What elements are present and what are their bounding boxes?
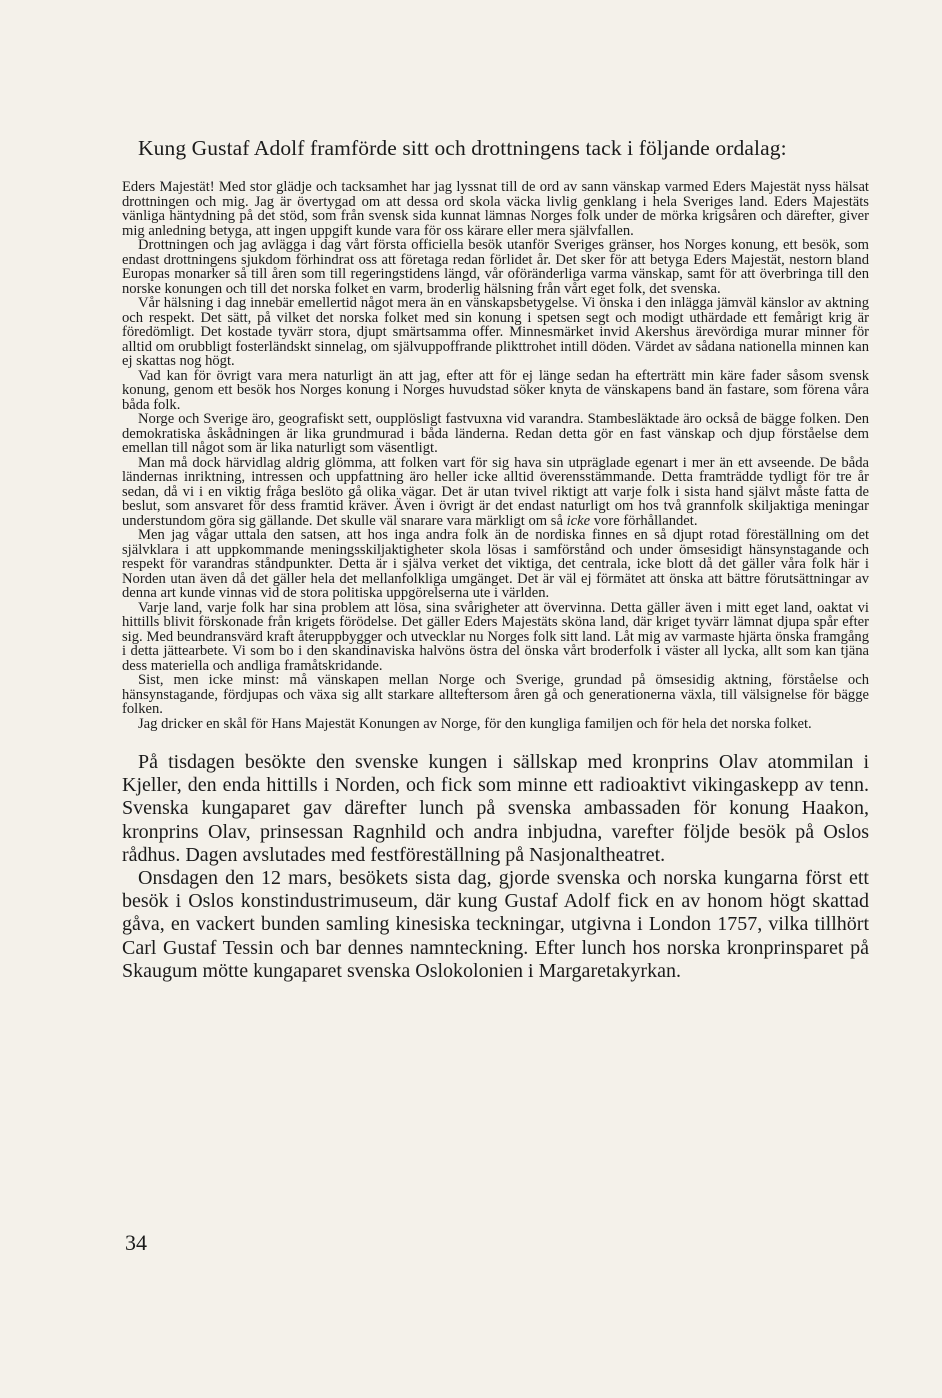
speech-paragraph-tail: vore förhållandet. <box>590 512 698 529</box>
speech-paragraph: Vår hälsning i dag innebär emellertid något mera än en vänskapsbetygelse. Vi önska i den inlägga jämväl känslor av aktning och respekt. Det sätt, på vilket det norska folket med sin konung i spetsen segt och modigt uthärdade ett femårigt krig är föredömligt. Det kostade tyvärr stora, djupt smärtsamma offer. Minnesmärket invid Akershus ärevördiga murar minner för alltid om orubbligt fosterländskt sinnelag, om självuppoffrande plikttrohet intill döden. Värdet av sådana nationella minnen kan ej skattas nog högt. <box>122 295 869 369</box>
page-content <box>122 135 869 983</box>
body-paragraph: Onsdagen den 12 mars, besökets sista dag, gjorde svenska och norska kungarna först ett besök i Oslos konstindustrimuseum, där kung Gustaf Adolf fick en av honom högt skattad gåva, en vackert bunden samling kinesiska teckningar, utgivna i London 1757, vilka tillhört Carl Gustaf Tessin och bar dennes namnteckning. Efter lunch hos norska kronprinsparet på Skaugum mötte kungaparet svenska Oslokolonien i Margaretakyrkan. <box>122 867 869 982</box>
body-text <box>122 751 869 983</box>
speech-paragraph: Men jag vågar uttala den satsen, att hos inga andra folk än de nordiska finnes en så djupt rotad föreställning om det självklara i att uppkommande meningsskiljaktigheter skola lösas i samförstånd och under ömsesidigt hänsynstagande och respekt för varandras ståndpunkter. Detta är i själva verket det viktiga, det centrala, icke blott då det gäller våra folk här i Norden utan även då det gäller hela det mellanfolkliga umgänget. Det är väl ej förmätet att önska att bättre förutsättningar av denna art kunde vinnas vid de stora politiska uppgörelserna ute i världen. <box>122 527 869 601</box>
speech-paragraph: Norge och Sverige äro, geografiskt sett, oupplösligt fastvuxna vid varandra. Stambesläktade äro också de bägge folken. Den demokratiska åskådningen är lika grundmurad i båda länderna. Redan detta gör en fast vänskap och djup förståelse dem emellan till något som är lika naturligt som väsentligt. <box>122 411 869 456</box>
speech-text <box>122 180 869 731</box>
speech-paragraph <box>122 456 869 529</box>
page-number: 34 <box>125 1230 147 1255</box>
speech-paragraph: Jag dricker en skål för Hans Majestät Konungen av Norge, för den kungliga familjen och för hela det norska folket. <box>138 715 812 732</box>
speech-paragraph: Drottningen och jag avlägga i dag vårt första officiella besök utanför Sveriges gränser, hos Norges konung, ett besök, som endast drottningens sjukdom förhindrat oss att företaga redan förlidet år. Det sker för att betyga Eders Majestät, nestorn bland Europas monarker så till åren som till regeringstidens längd, vår oföränderliga varma vänskap, samt för att överbringa till den norske konungen och till det norska folket en varm, broderlig hälsning från vårt eget folk, det svenska. <box>122 237 869 297</box>
page-heading: Kung Gustaf Adolf framförde sitt och drottningens tack i följande ordalag: <box>138 136 787 160</box>
speech-paragraph: Eders Majestät! Med stor glädje och tacksamhet har jag lyssnat till de ord av sann vänskap varmed Eders Majestät nyss hälsat drottningen och mig. Jag är övertygad om att dessa ord skola väcka livlig genklang i hela Sveriges land. Eders Majestäts vänliga häntydning på det stöd, som från svensk sida kunnat lämnas Norges folk under de mörka krigsåren och därefter, giver mig anledning betyga, att ingen uppgift kunde vara för oss kärare eller mera självfallen. <box>122 179 869 239</box>
speech-paragraph: Varje land, varje folk har sina problem att lösa, sina svårigheter att övervinna. Detta gäller även i mitt eget land, oaktat vi hittills blivit förskonade från krigets förödelse. Det gäller Eders Majestäts sköna land, där kriget tyvärr lämnat djupa spår efter sig. Med beundransvärd kraft återuppbygger och utvecklar nu Norges folk sitt land. Låt mig av varmaste hjärta önska framgång i detta jättearbete. Vi som bo i den skandinaviska halvöns östra del önska vårt broderfolk i väster all lycka, allt som kan tjäna dess materiella och andliga framåtskridande. <box>122 599 869 674</box>
speech-paragraph: Sist, men icke minst: må vänskapen mellan Norge och Sverige, grundad på ömsesidig aktning, förståelse och hänsynstagande, fördjupas och växa sig allt starkare allteftersom åren gå och generationerna växla, till välsignelse för bägge folken. <box>122 672 869 717</box>
speech-paragraph: Vad kan för övrigt vara mera naturligt än att jag, efter att för ej länge sedan ha efterträtt min käre fader såsom svensk konung, genom ett besök hos Norges konung i Norges huvudstad söker knyta de vänskapens band än fastare, som förena våra båda folk. <box>122 367 869 413</box>
italic-word: icke <box>566 512 591 529</box>
speech-paragraph-text: Man må dock härvidlag aldrig glömma, att folken vart för sig hava sin utpräglade egenart i mer än ett avseende. De båda ländernas inriktning, intressen och uppfattning äro heller icke alltid överensstämmande. Detta framträdde tydligt för tre år sedan, då vi i en viktig fråga beslöto gå olika vägar. Det är utan tvivel riktigt att varje folk i sista hand självt måste fatta de beslut, som ansvaret för dess framtid kräver. Även i övrigt är det endast naturligt om hos två grannfolk skiljaktiga meningar understundom göra sig gällande. Det skulle väl snarare vara märkligt om så <box>122 454 869 529</box>
body-paragraph: På tisdagen besökte den svenske kungen i sällskap med kronprins Olav atommilan i Kjeller, den enda hittills i Norden, och fick som minne ett radioaktivt vikingaskepp av tenn. Svenska kungaparet gav därefter lunch på svenska ambassaden för konung Haakon, kronprins Olav, prinsessan Ragnhild och andra inbjudna, varefter följde besök på Oslos rådhus. Dagen avslutades med festföreställning på Nasjonaltheatret. <box>122 751 869 866</box>
